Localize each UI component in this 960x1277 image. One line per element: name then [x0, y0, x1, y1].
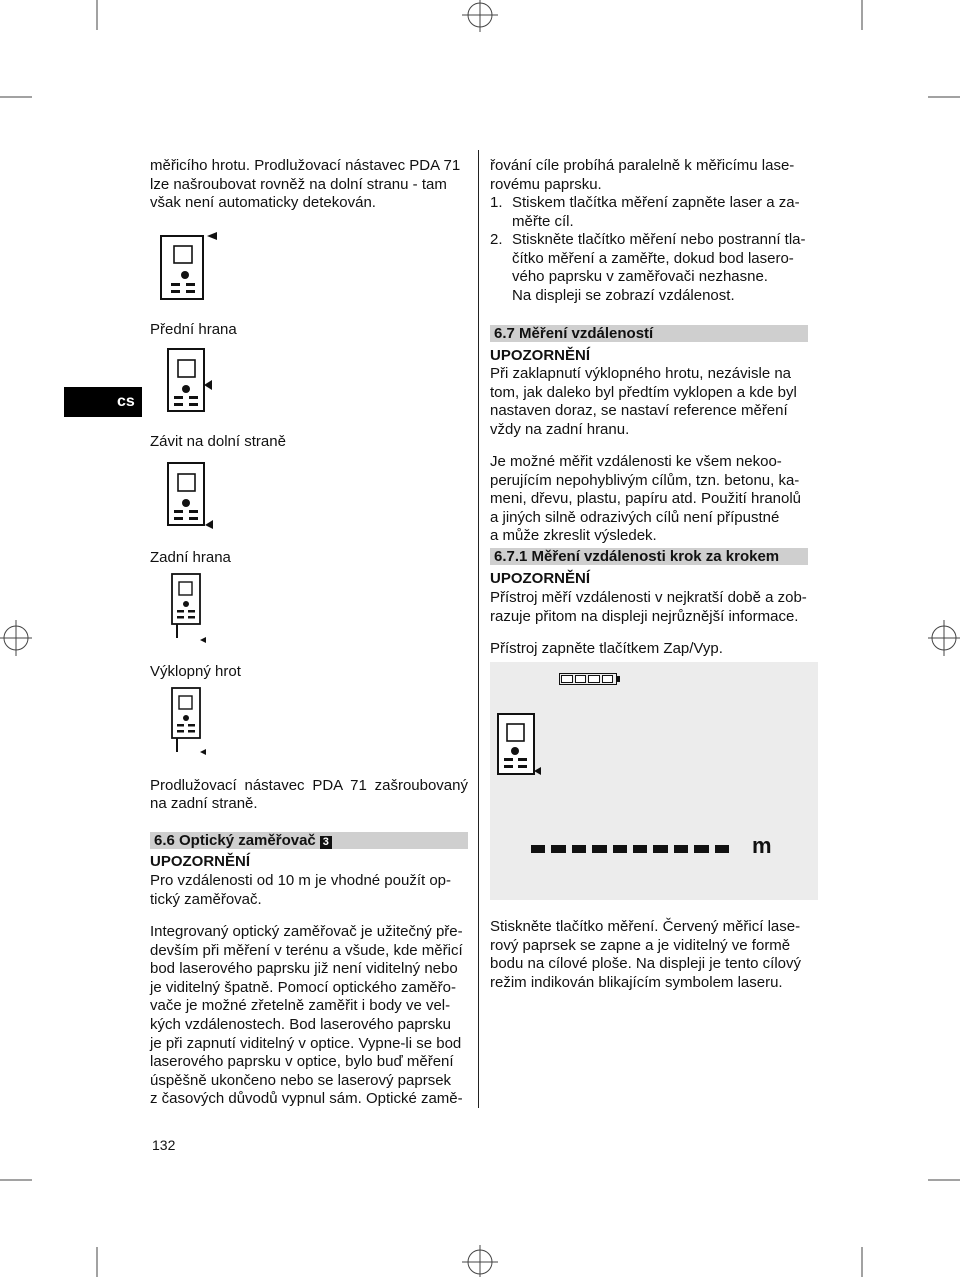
- section-heading-6-7: 6.7 Měření vzdáleností: [490, 325, 808, 342]
- text-line: Stiskem tlačítka měření zapněte laser a za-: [512, 194, 800, 211]
- text-line: lze našroubovat rovněž na dolní stranu - tam: [150, 175, 447, 193]
- caption-thread-bottom: Závit na dolní straně: [150, 433, 286, 450]
- text-line: tický zaměřovač.: [150, 890, 262, 908]
- caption-front-edge: Přední hrana: [150, 321, 237, 338]
- section-heading-6-7-1: 6.7.1 Měření vzdálenosti krok za krokem: [490, 548, 808, 565]
- text-line: měřicího hrotu. Prodlužovací nástavec PDA 71: [150, 157, 461, 174]
- text-line: vého paprsku v zaměřovači nezhasne.: [512, 268, 768, 286]
- text-line: laserového paprsku v optice, bylo buď měření: [150, 1053, 454, 1071]
- section-heading-6-6: [150, 832, 468, 849]
- text-line: režim indikován blikajícím symbolem laseru.: [490, 973, 783, 991]
- warning-title: UPOZORNĚNÍ: [490, 347, 591, 364]
- text-line: vače je možné zřetelně zaměřit i body ve vel-: [150, 997, 451, 1015]
- text-line: a může zkreslit výsledek.: [490, 527, 657, 545]
- text-line: Přístroj měří vzdálenosti v nejkratší době a zob-: [490, 589, 807, 606]
- step-number: 2.: [490, 231, 503, 248]
- text-line: kých vzdálenostech. Bod laserového paprsku: [150, 1015, 452, 1033]
- column-divider: [478, 150, 479, 1108]
- text-line: čítko měření a zaměřte, dokud bod lasero-: [512, 249, 794, 267]
- caption-back-edge: Zadní hrana: [150, 549, 231, 566]
- caption-extension-line2: na zadní straně.: [150, 795, 258, 812]
- text-line: Na displeji se zobrazí vzdálenost.: [512, 286, 735, 304]
- text-line: devším při měření v terénu a všude, kde měřicí: [150, 941, 463, 959]
- step-2: [490, 231, 810, 305]
- text-line: je při zapnutí viditelný v optice. Vypne-li se bod: [150, 1034, 462, 1052]
- distance-readout-dashes: [531, 845, 729, 853]
- text-line: perujícím nepohyblivým cílům, tzn. betonu, ka-: [490, 471, 800, 489]
- distance-unit: m: [752, 833, 772, 858]
- text-line: Je možné měřit vzdálenosti ke všem nekoo-: [490, 453, 782, 470]
- warning-text: [150, 872, 468, 909]
- figure-ref-badge: 3: [320, 836, 332, 849]
- device-back-edge-figure: [160, 460, 220, 530]
- power-on-instruction: Přístroj zapněte tlačítkem Zap/Vyp.: [490, 640, 723, 657]
- right-intro: [490, 157, 810, 194]
- display-illustration: [490, 662, 818, 900]
- caption-extension-line1: Prodlužovací nástavec PDA 71 zašroubovaný: [150, 777, 468, 794]
- text-line: vždy na zadní hranu.: [490, 420, 630, 438]
- warning-text: [490, 589, 808, 626]
- battery-tip: [617, 676, 620, 682]
- text-line: a jiných silně odrazivých cílů není přípustné: [490, 508, 780, 526]
- text-line: Integrovaný optický zaměřovač je užitečný pře-: [150, 923, 463, 940]
- warning-text: [490, 365, 808, 439]
- left-intro: [150, 157, 468, 213]
- device-extension-figure: [168, 686, 218, 758]
- text-line: nastaven doraz, se nastaví reference měření: [490, 402, 788, 420]
- text-line: Stiskněte tlačítko měření nebo postranní tla-: [512, 231, 806, 248]
- text-line: je viditelný špatně. Pomocí optického zaměřo-: [150, 978, 456, 996]
- text-line: meni, dřevu, plastu, papíru atd. Použití hranolů: [490, 490, 802, 508]
- text-line: měřte cíl.: [512, 212, 574, 230]
- measure-button-paragraph: [490, 918, 808, 992]
- text-line: bodu na cílové ploše. Na displeji je tento cílový: [490, 955, 802, 973]
- text-line: z časových důvodů vypnul sám. Optické zamě-: [150, 1090, 463, 1108]
- text-line: rový paprsek se zapne a je viditelný ve formě: [490, 936, 791, 954]
- text-line: razuje přitom na displeji nejrůznější informace.: [490, 607, 799, 625]
- text-line: Při zaklapnutí výklopného hrotu, nezávisle na: [490, 365, 792, 382]
- text-line: tom, jak daleko byl předtím vyklopen a kde byl: [490, 383, 797, 401]
- step-number: 1.: [490, 194, 503, 211]
- device-thread-figure: [160, 346, 220, 416]
- text-line: Pro vzdálenosti od 10 m je vhodné použít op-: [150, 872, 452, 889]
- device-front-edge-figure: [160, 228, 220, 302]
- device-display-figure: [494, 708, 544, 778]
- battery-icon: [559, 673, 617, 685]
- text-line: bod laserového paprsku již není viditelný nebo: [150, 960, 458, 978]
- device-foldout-tip-figure: [168, 572, 218, 644]
- text-line: řování cíle probíhá paralelně k měřicímu lase-: [490, 157, 795, 174]
- warning-title: UPOZORNĚNÍ: [490, 570, 591, 587]
- section-heading-text: 6.6 Optický zaměřovač: [154, 832, 316, 849]
- distance-measurement-paragraph: [490, 453, 808, 546]
- text-line: úspěšně ukončeno nebo se laserový paprsek: [150, 1071, 452, 1089]
- step-1: [490, 194, 810, 231]
- text-line: Stiskněte tlačítko měření. Červený měřicí lase-: [490, 918, 801, 935]
- language-tab: cs: [64, 387, 142, 417]
- text-line: však není automaticky detekován.: [150, 194, 376, 212]
- caption-foldout-tip: Výklopný hrot: [150, 663, 241, 680]
- optical-sight-paragraph: [150, 923, 468, 1109]
- text-line: rovému paprsku.: [490, 175, 602, 193]
- warning-title: UPOZORNĚNÍ: [150, 853, 251, 870]
- page-number: 132: [152, 1137, 176, 1153]
